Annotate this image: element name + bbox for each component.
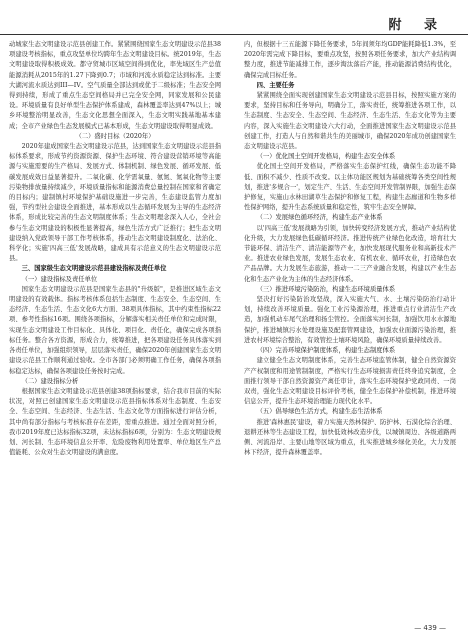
body-paragraph: 优化国土空间开发格局，严格落实生态保护红线，确保生态功能不降低、面积不减少、性质不改变。以主体功能区规划为基础统筹各类空间性规划，推进'多规合一'，划定生产、生活、生态空间开发管制界限，加强生态保护修复，实施山水林田湖草生态保护和修复工程，构建生态廊道和生物多样性保护网络，提升生态系统质量和稳定性，筑牢生态安全屏障。 [244, 163, 456, 212]
subsection-heading-centered: （二）盛时目标（2020年） [75, 132, 155, 140]
right-text-column [244, 40, 456, 612]
section-heading: 三、国家级生态文明建设示范县建设指标及责任单位 [21, 265, 167, 273]
subsection-heading: （四）完善环境保护制度体系，构建生态制度体系 [256, 347, 396, 355]
subsection-heading: （二）发展绿色循环经济，构建生态产业体系 [256, 214, 383, 222]
subsection-heading: （一）优化国土空间开发格局，构建生态安全体系 [256, 153, 396, 161]
left-text-column [9, 40, 221, 612]
body-paragraph: 2020年建成国家生态文明建设示范县，达到国家生态文明建设示范县指标体系要求，形成节约资源资源、保护生态环境、符合建设营销环境等高能源与实施需要的生产格局、发展方式、体制机制、绿色发展、循环发展、低碳发展成效日益显著提升。二氧化碳、化学需氧量、氨氮、氮氧化物等主要污染物排放量持续减少，环境质量指标和能源消费总量控制在国家和省确定的目标内；建制镇村环境保护基础设施进一步完善，生态建设监管力度加强，节约型社会建设全面推进，基本形成以生态循环发展为主导的生态经济体系，形成比较完善的生态文明制度体系；生态文明理念深入人心，全社会参与生态文明建设的积极性显著提高，绿色生活方式广泛推行；把生态文明建设纳入党政领导干部工作考核体系，推动生态文明建设制度化、法治化、科学化；实施'四高三低'发展战略，建成具有示范意义的生态文明建设示范县。 [9, 143, 221, 263]
body-paragraph: 推进'森林惠民'建设，着力实施天然林保护、防护林、石漠化综合治理、退耕还林等生态建设工程，加快低效林改造步伐，以城镇周边、各级道路两侧、河流沿岸、主要山地等区域为重点，扎实推进城乡绿化美化，大力发展林下经济，提升森林覆盖率。 [244, 418, 456, 457]
subsection-heading: （一）建设指标及责任单位 [21, 275, 98, 283]
subsection-heading: （三）推进环境污染防治，构建生态环境质量体系 [256, 285, 396, 293]
running-header-title: 附 录 [388, 18, 446, 33]
body-paragraph: 建立健全生态文明制度体系，完善生态环境监管体制，健全自然资源资产产权制度和用途管制制度，严格实行生态环境损害责任终身追究制度，全面推行领导干部自然资源资产离任审计，落实生态环境保护党政同责、一岗双责，强化生态文明建设目标评价考核，健全生态保护补偿机制，推进环境信息公开，提升生态环境治理能力现代化水平。 [244, 357, 456, 406]
body-paragraph: 以'四高三低'发展战略为引领，加快转变经济发展方式，推动产业结构优化升级，大力发展绿色低碳循环经济。推进传统产业绿色化改造，培育壮大节能环保、清洁生产、清洁能源等产业，加快发展现代服务业和高新技术产业。推进农业绿色发展，发展生态农业、有机农业、循环农业，打造绿色农产品品牌。大力发展生态旅游，推动一二三产业融合发展，构建以产业生态化和生态产业化为主体的生态经济体系。 [244, 224, 456, 283]
body-paragraph: 坚决打好污染防治攻坚战，深入实施大气、水、土壤污染防治行动计划，持续改善环境质量。强化工业污染源治理，推进重点行业清洁生产改造，加强机动车尾气治理和扬尘管控。全面落实河长制，加强饮用水水源地保护，推进城镇污水处理设施及配套管网建设，加强农业面源污染治理，推进农村环境综合整治，有效管控土壤环境风险，确保环境质量持续改善。 [244, 296, 456, 344]
section-heading: 四、主要任务 [256, 81, 295, 89]
body-paragraph: 紧紧围绕全面实现创建国家生态文明建设示范县目标，按照实施方案的要求，坚持目标和任务导向，明确分工，落实责任，统筹推进各项工作，以生态制度、生态安全、生态空间、生态经济、生态生活、生态文化等为主要内容，深入实施生态文明建设六大行动，全面推进国家生态文明建设示范县创建工作，打造人与自然和谐共生的美丽城市，确保2020年成功创建国家生态文明建设示范县。 [244, 92, 456, 151]
body-paragraph: 内，但根据十三五能源下降任务要求，5年间须年均GDP能耗降低1.3%，至2020年需完成下降目标，要重点攻坚，按照各项任务要求，加大产业结构调整力度，推进节能减排工作，逐步淘汰落后产能，推动能源消费结构优化，确保完成目标任务。 [244, 41, 456, 79]
page-number: — 439 — [414, 624, 446, 632]
subsection-heading: （五）倡导绿色生活方式，构建生态生活体系 [256, 408, 383, 416]
body-paragraph: 国家生态文明建设示范县是国家生态县的"升级版"，是推进区域生态文明建设的有效载体。指标考核体系包括生态制度、生态安全、生态空间、生态经济、生态生活、生态文化6大方面、38项具体指标，其中约束性指标22项、参考性指标16项。围绕各项指标，分解落实相关责任单位和完成时限，实现生态文明建设工作目标化、具体化、项目化、责任化，确保完成各项指标任务。整合各方资源，形成合力，统筹推进，把各项建设任务具体落实到各责任单位，加强组织领导，层层落实责任，确保2020年创建国家生态文明建设示范县工作顺利通过验收。全市各部门必须明确工作任务，确保各项指标稳定达标，确保各项建设任务按时完成。 [9, 285, 221, 375]
body-paragraph: 动城家生态文明建设示范县创建工作。紧紧围绕国家生态文明建设示范县38项建设考核指标，重点攻坚单位均跨年生态文明建设目标。统2019年，生态文明建设取得积极成效。都守贸城市区域空间得到优化，率先域区生产总值能源消耗从2015年的1.27下降到0.7；市域和河流水质稳定达到标准。主要大湖河流水质达到III—IV。空气质量全部达到或优于二级标准；生态安全网得到持续，形成了重点生态空间格局并已完全安全网，同家发展和公民建设。环境质量有良好单型生态保护体系建成，森林覆盖率达到47%以上；城乡环境整治明显改善，生态文化思想全面深入，生态文明实践基地基本建成；全市产业绿色生态发展模式已基本形成，生态文明建设取得明显成效。 [9, 41, 221, 130]
body-paragraph: 根据国家生态文明建设示范县创建38项指标要求，结合我市目前的实际状况，对照已创建国家生态文明建设示范县指标体系对生态制度、生态安全、生态空间、生态经济、生态生活、生态文化等方面指标进行评估分析，其中尚有部分指标与考核标准存在差距，需重点推进。通过全面对照分析，我市2019年度已达标指标32项，未达标指标6项，分别为：生态文明建设规划、河长制、生态环境信息公开率、危险废物利用处置率、单位地区生产总值能耗、公众对生态文明建设的满意度。 [9, 387, 221, 457]
header-divider [0, 34, 468, 35]
subsection-heading: （二）建设指标分析 [21, 377, 79, 385]
